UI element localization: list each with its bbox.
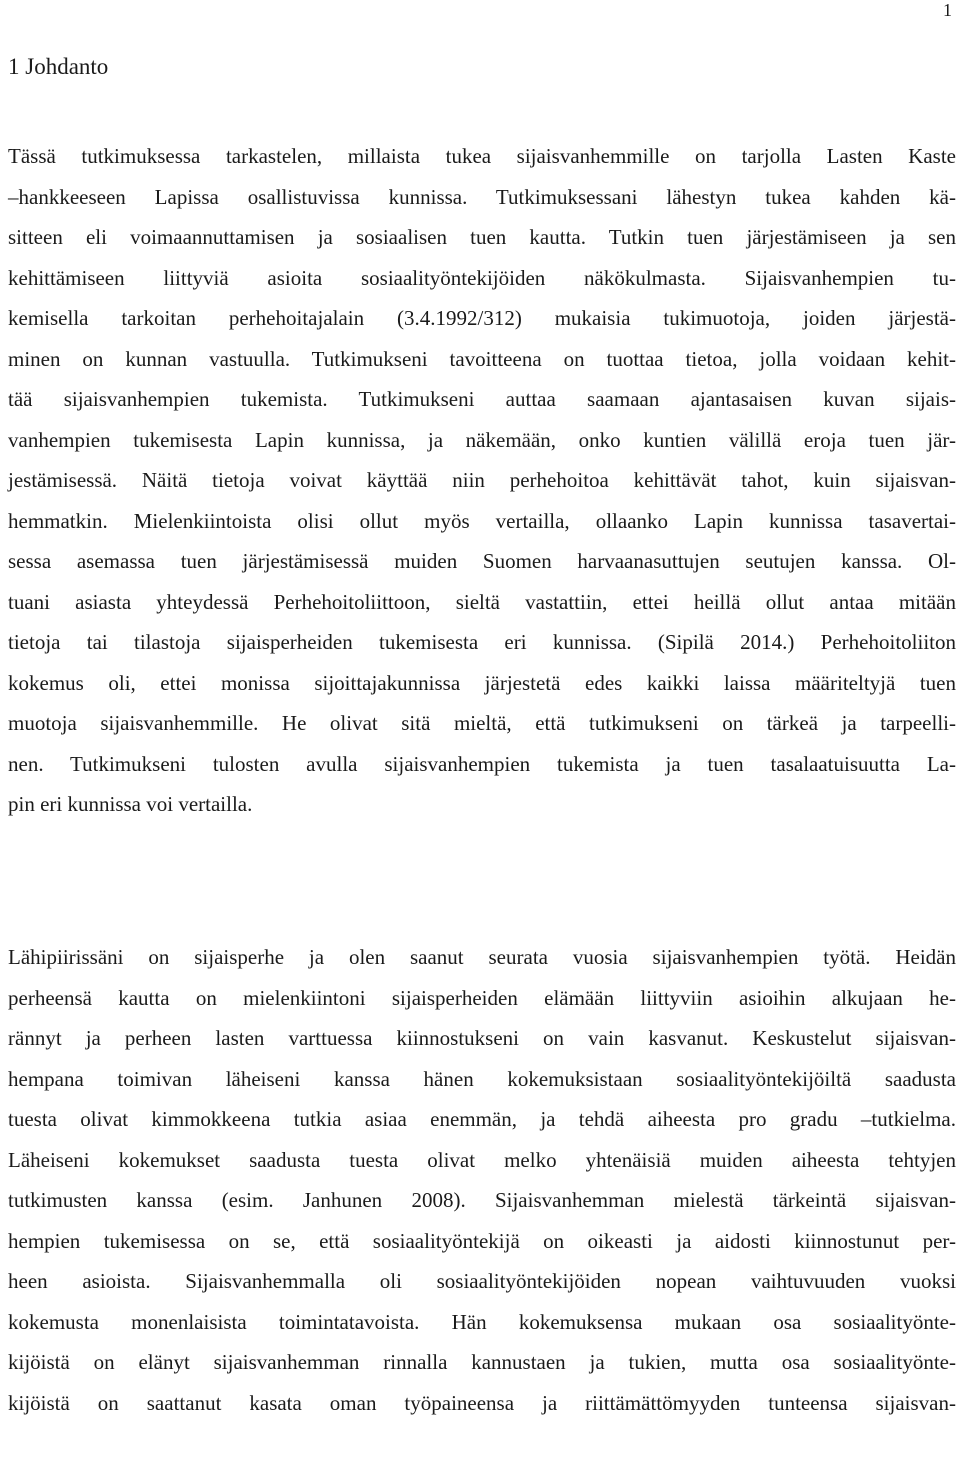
paragraph-line: tuani asiasta yhteydessä Perhehoitoliittoon, sieltä vastattiin, ettei heillä ollut antaa mitään xyxy=(8,589,956,614)
paragraph-line: sitteen eli voimaannuttamisen ja sosiaalisen tuen kautta. Tutkin tuen järjestämiseen ja sen xyxy=(8,225,956,249)
paragraph-line: perheensä kautta on mielenkiintoni sijaisperheiden elämään liittyviin asioihin alkujaan he- xyxy=(8,985,956,1010)
paragraph-line: Lähipiirissäni on sijaisperhe ja olen saanut seurata vuosia sijaisvanhempien työtä. Heidän xyxy=(8,945,956,969)
paragraph-line: kehittämiseen liittyviä asioita sosiaalityöntekijöiden näkökulmasta. Sijaisvanhempien tu- xyxy=(8,265,956,290)
paragraph-line: tuesta olivat kimmokkeena tutkia asiaa enemmän, ja tehdä aiheesta pro gradu –tutkielma. xyxy=(8,1107,956,1131)
paragraph-line: tutkimusten kanssa (esim. Janhunen 2008). Sijaisvanhemman mielestä tärkeintä sijaisvan- xyxy=(8,1188,956,1212)
paragraph-introduction xyxy=(8,136,956,825)
paragraph-line: kemisella tarkoitan perhehoitajalain (3.4.1992/312) mukaisia tukimuotoja, joiden järjestä- xyxy=(8,306,956,330)
paragraph-line: nen. Tutkimukseni tulosten avulla sijaisvanhempien tukemista ja tuen tasalaatuisuutta La- xyxy=(8,751,956,776)
paragraph-line: hemmatkin. Mielenkiintoista olisi ollut myös vertailla, ollaanko Lapin kunnissa tasavertai- xyxy=(8,508,956,533)
paragraph-line: kokemus oli, ettei monissa sijoittajakunnissa järjestetä edes kaikki laissa määriteltyjä tuen xyxy=(8,670,956,695)
paragraph-line: Läheiseni kokemukset saadusta tuesta olivat melko yhtenäisiä muiden aiheesta tehtyjen xyxy=(8,1147,956,1172)
paragraph-line: vanhempien tukemisesta Lapin kunnissa, ja näkemään, onko kuntien välillä eroja tuen jär- xyxy=(8,427,956,452)
section-heading: 1 Johdanto xyxy=(8,54,109,79)
paragraph-line: tietoja tai tilastoja sijaisperheiden tukemisesta eri kunnissa. (Sipilä 2014.) Perhehoitoliiton xyxy=(8,630,956,654)
paragraph-line: heen asioista. Sijaisvanhemmalla oli sosiaalityöntekijöiden nopean vaihtuvuuden vuoksi xyxy=(8,1269,956,1293)
paragraph-line: hempien tukemisessa on se, että sosiaalityöntekijä on oikeasti ja aidosti kiinnostunut per- xyxy=(8,1228,956,1253)
paragraph-line: tää sijaisvanhempien tukemista. Tutkimukseni auttaa saamaan ajantasaisen kuvan sijais- xyxy=(8,387,956,411)
paragraph-line: kokemusta monenlaisista toimintatavoista. Hän kokemuksensa mukaan osa sosiaalityönte- xyxy=(8,1309,956,1334)
paragraph-line: rännyt ja perheen lasten varttuessa kiinnostukseni on vain kasvanut. Keskustelut sijaisvan- xyxy=(8,1026,956,1050)
paragraph-line: jestämisessä. Näitä tietoja voivat käyttää niin perhehoitoa kehittävät tahot, kuin sijaisvan- xyxy=(8,468,956,492)
paragraph-line: kijöistä on elänyt sijaisvanhemman rinnalla kannustaen ja tukien, mutta osa sosiaalityönte- xyxy=(8,1350,956,1374)
page-number: 1 xyxy=(943,0,952,20)
paragraph-line: –hankkeeseen Lapissa osallistuvissa kunnissa. Tutkimuksessani lähestyn tukea kahden kä- xyxy=(8,184,956,209)
paragraph-line: hempana toimivan läheiseni kanssa hänen kokemuksistaan sosiaalityöntekijöiltä saadusta xyxy=(8,1066,956,1091)
paragraph-line: muotoja sijaisvanhemmille. He olivat sitä mieltä, että tutkimukseni on tärkeä ja tarpeelli- xyxy=(8,711,956,735)
paragraph-line: minen on kunnan vastuulla. Tutkimukseni tavoitteena on tuottaa tietoa, jolla voidaan kehit- xyxy=(8,346,956,371)
paragraph-line: kijöistä on saattanut kasata oman työpaineensa ja riittämättömyyden tunteensa sijaisvan- xyxy=(8,1390,956,1415)
paragraph-background xyxy=(8,937,956,1423)
paragraph-line: pin eri kunnissa voi vertailla. xyxy=(8,792,253,816)
paragraph-line: sessa asemassa tuen järjestämisessä muiden Suomen harvaanasuttujen seutujen kanssa. Ol- xyxy=(8,549,956,573)
paragraph-line: Tässä tutkimuksessa tarkastelen, millaista tukea sijaisvanhemmille on tarjolla Lasten Kaste xyxy=(8,144,956,168)
